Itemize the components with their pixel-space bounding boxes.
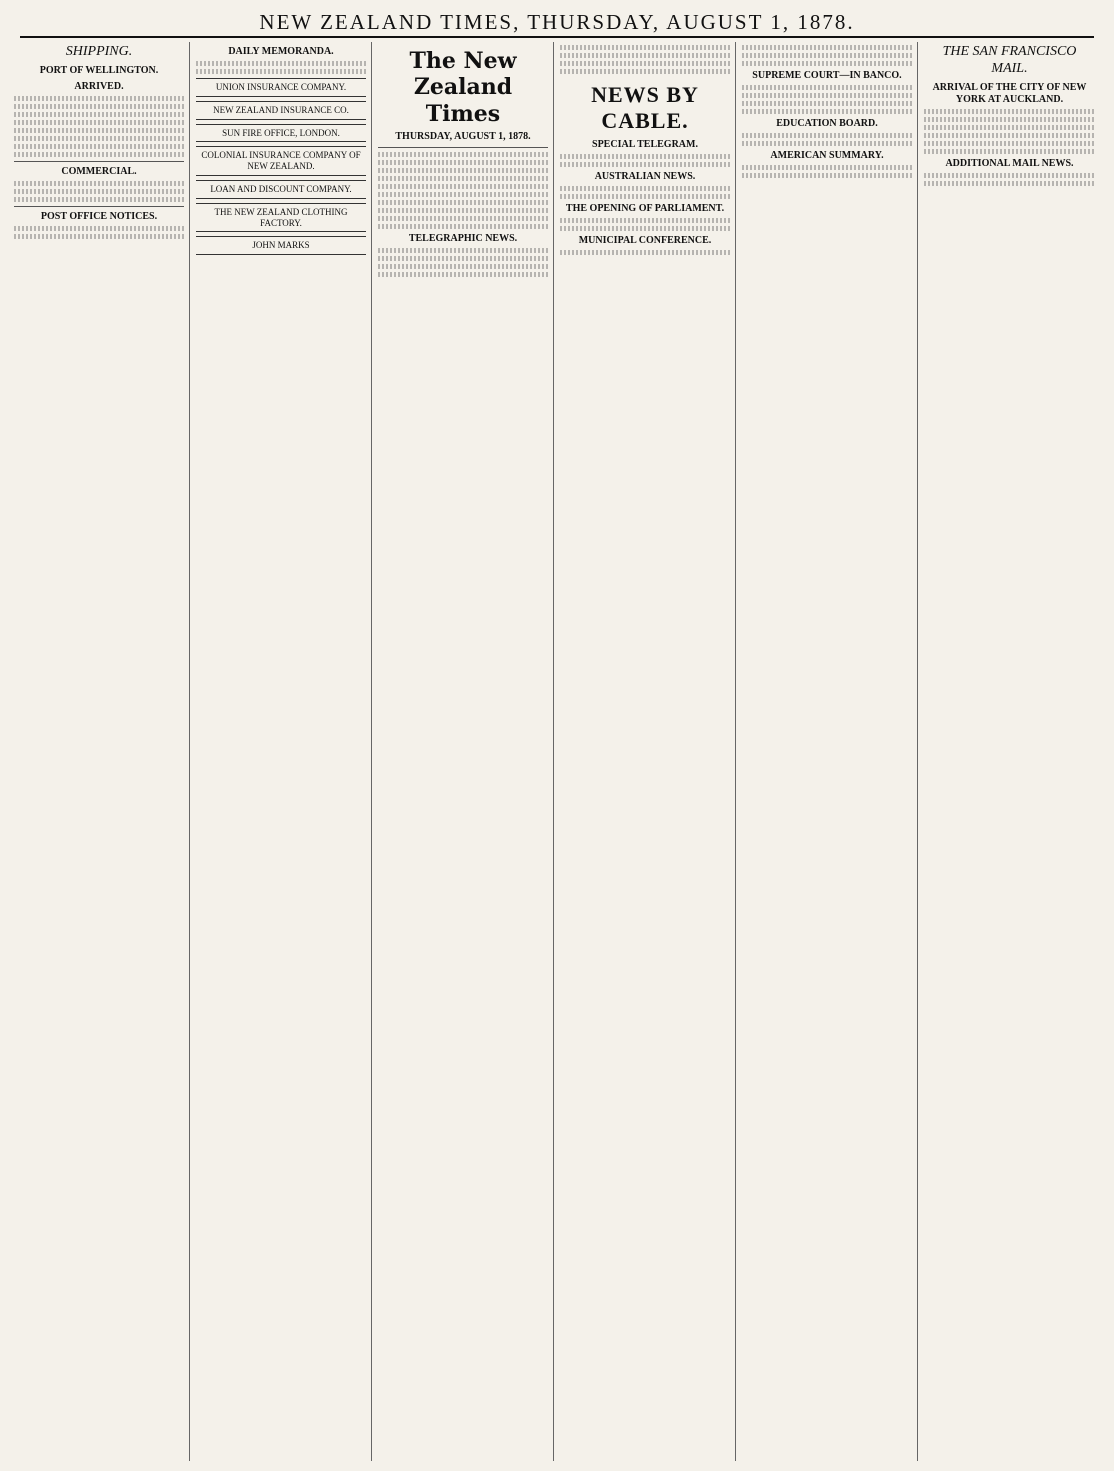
education-board-subheading: EDUCATION BOARD. — [776, 118, 878, 129]
union-insurance-ad: UNION INSURANCE COMPANY. — [196, 78, 366, 97]
additional-mail-news-subheading: ADDITIONAL MAIL NEWS. — [945, 157, 1074, 169]
paper-title: The New Zealand Times — [409, 48, 517, 127]
american-summary-subheading: AMERICAN SUMMARY. — [770, 150, 884, 161]
colonial-insurance-ad: COLONIAL INSURANCE COMPANY OF NEW ZEALAND. — [196, 146, 366, 176]
daily-memoranda-subheading: DAILY MEMORANDA. — [228, 46, 334, 57]
column-4 — [560, 42, 736, 1461]
supreme-court-subheading: SUPREME COURT—IN BANCO. — [752, 70, 902, 81]
shipping-heading: SHIPPING. — [65, 44, 133, 59]
column-6 — [924, 42, 1100, 1461]
municipal-conference-subheading: MUNICIPAL CONFERENCE. — [578, 234, 712, 246]
city-of-new-york-subheading: ARRIVAL OF THE CITY OF NEW YORK AT AUCKLAND. — [932, 81, 1087, 105]
clothing-factory-ad: THE NEW ZEALAND CLOTHING FACTORY. — [196, 203, 366, 233]
columns — [14, 42, 1100, 1461]
nz-insurance-ad: NEW ZEALAND INSURANCE CO. — [196, 101, 366, 120]
column-3 — [378, 42, 554, 1461]
telegraphic-news-subheading: TELEGRAPHIC NEWS. — [408, 233, 518, 245]
port-subheading: PORT OF WELLINGTON. — [39, 64, 159, 76]
post-office-subheading: POST OFFICE NOTICES. — [40, 210, 158, 222]
special-telegram-subheading: SPECIAL TELEGRAM. — [592, 138, 698, 150]
news-by-cable-heading: NEWS BY CABLE. — [591, 82, 699, 134]
column-2 — [196, 42, 372, 1461]
column-5 — [742, 42, 918, 1461]
commercial-subheading: COMMERCIAL. — [61, 165, 137, 177]
opening-parliament-subheading: THE OPENING OF PARLIAMENT. — [565, 202, 725, 214]
loan-discount-ad: LOAN AND DISCOUNT COMPANY. — [196, 180, 366, 199]
issue-date: THURSDAY, AUGUST 1, 1878. — [395, 131, 531, 143]
column-1 — [14, 42, 190, 1461]
sun-fire-ad: SUN FIRE OFFICE, LONDON. — [196, 124, 366, 143]
australian-news-subheading: AUSTRALIAN NEWS. — [594, 170, 696, 182]
arrived-subheading: ARRIVED. — [74, 80, 124, 92]
san-francisco-mail-heading: THE SAN FRANCISCO MAIL. — [942, 44, 1077, 76]
john-marks-ad: JOHN MARKS — [196, 236, 366, 255]
masthead: NEW ZEALAND TIMES, THURSDAY, AUGUST 1, 1878. — [20, 10, 1094, 38]
